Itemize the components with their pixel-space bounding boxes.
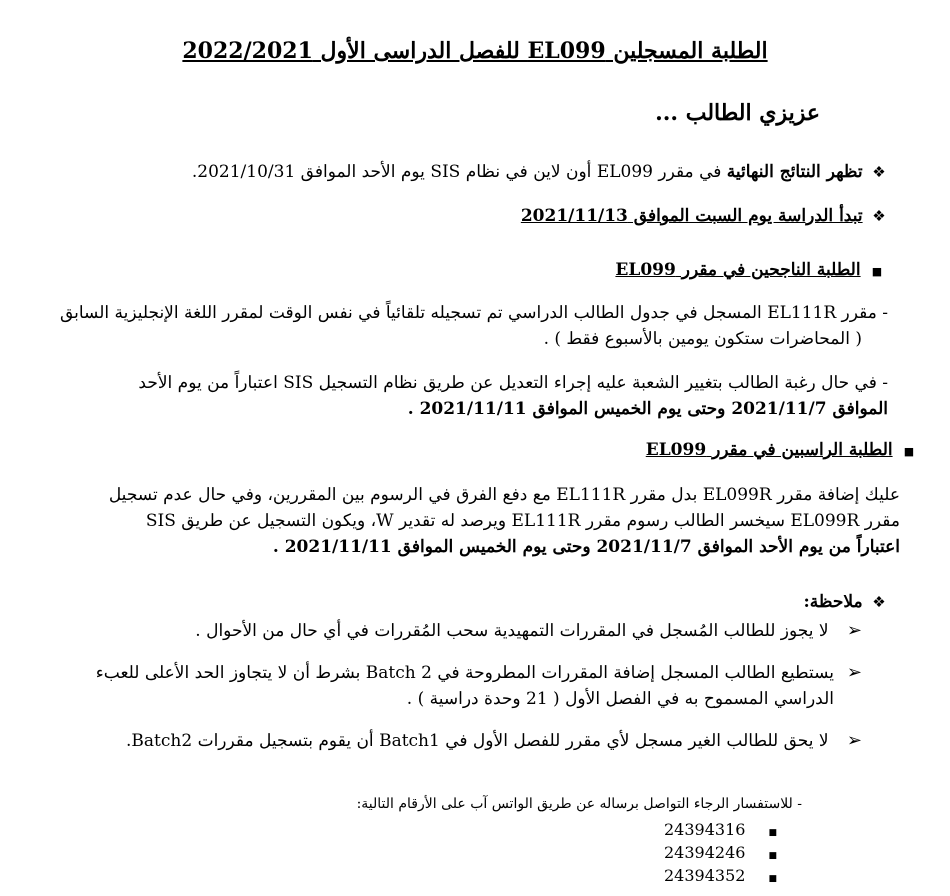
passed-paragraph-2 [48,370,888,422]
results-notice-bold: تظهر النتائج النهائية [726,162,863,182]
square-bullet-icon: ■ [768,851,778,861]
notes-heading [804,592,891,612]
failed-heading-text: الطلبة الراسبين في مقرر EL099 [645,440,893,460]
passed-p2-line2: الموافق 2021/11/7 وحتى يوم الخميس الموافق 2021/11/11 . [407,399,888,419]
failed-line3: اعتباراً من يوم الأحد الموافق 2021/11/7 وحتى يوم الخميس الموافق 2021/11/11 . [272,537,900,557]
passed-heading [615,260,888,280]
phone-number: 24394316 [664,820,746,839]
passed-p2-line1: - في حال رغبة الطالب بتغيير الشعبة عليه إجراء التعديل عن طريق نظام التسجيل SIS اعتباراً من يوم الأحد [138,373,888,393]
results-notice [192,162,890,182]
note-1-text: لا يجوز للطالب المُسجل في المقررات التمهيدية سحب المُقررات في أي حال من الأحوال . [195,621,829,641]
note-3 [126,728,862,754]
passed-p1-line2: ( المحاضرات ستكون يومين بالأسبوع فقط ) . [543,329,862,349]
failed-heading [646,440,920,460]
document-title: الطلبة المسجلين EL099 للفصل الدراسى الأول 2022/2021 [182,38,768,64]
contact-intro: - للاستفسار الرجاء التواصل برساله عن طريق الواتس آب على الأرقام التالية: [356,796,802,812]
arrow-bullet-icon: ➢ [846,662,862,683]
square-bullet-icon: ■ [768,828,778,838]
passed-p1-line1: - مقرر EL111R المسجل في جدول الطالب الدراسي تم تسجيله تلقائياً في نفس الوقت لمقرر اللغة الإنجليزية السابق [59,303,888,323]
diamond-bullet-icon: ❖ [872,207,886,225]
note-1 [195,618,862,644]
note-2 [22,660,862,712]
results-notice-text: في مقرر EL099 أون لاين في نظام SIS يوم الأحد الموافق 2021/10/31. [191,162,727,182]
phone-item [664,866,777,889]
greeting: عزيزي الطالب ... [655,100,820,126]
phone-item [664,820,777,843]
phone-number: 24394352 [664,866,746,885]
square-bullet-icon: ■ [871,265,883,278]
failed-line2: مقرر EL099R سيخسر الطالب رسوم مقرر EL111R ويرصد له تقدير W، ويكون التسجيل عن طريق SIS [145,511,900,531]
arrow-bullet-icon: ➢ [846,620,862,641]
phone-item [664,843,777,866]
square-bullet-icon: ■ [768,874,778,884]
phone-list [664,820,777,889]
study-start-notice [521,206,890,226]
note-3-text: لا يحق للطالب الغير مسجل لأي مقرر للفصل الأول في Batch1 أن يقوم بتسجيل مقررات Batch2. [126,731,829,751]
diamond-bullet-icon: ❖ [872,163,886,181]
square-bullet-icon: ■ [903,445,915,458]
failed-paragraph [30,482,900,560]
passed-paragraph-1 [48,300,888,352]
note-2-line2: الدراسي المسموح به في الفصل الأول ( 21 وحدة دراسية ) . [406,689,834,709]
notes-heading-text: ملاحظة: [803,592,863,612]
passed-heading-text: الطلبة الناجحين في مقرر EL099 [615,260,861,280]
failed-line1: عليك إضافة مقرر EL099R بدل مقرر EL111R مع دفع الفرق في الرسوم بين المقررين، وفي حال عدم تسجيل [108,485,900,505]
phone-number: 24394246 [664,843,746,862]
note-2-line1: يستطيع الطالب المسجل إضافة المقررات المطروحة في Batch 2 بشرط أن لا يتجاوز الحد الأعلى للعبء [95,663,834,683]
diamond-bullet-icon: ❖ [872,593,886,611]
study-start-text: تبدأ الدراسة يوم السبت الموافق 2021/11/13 [520,206,863,226]
arrow-bullet-icon: ➢ [846,730,862,751]
